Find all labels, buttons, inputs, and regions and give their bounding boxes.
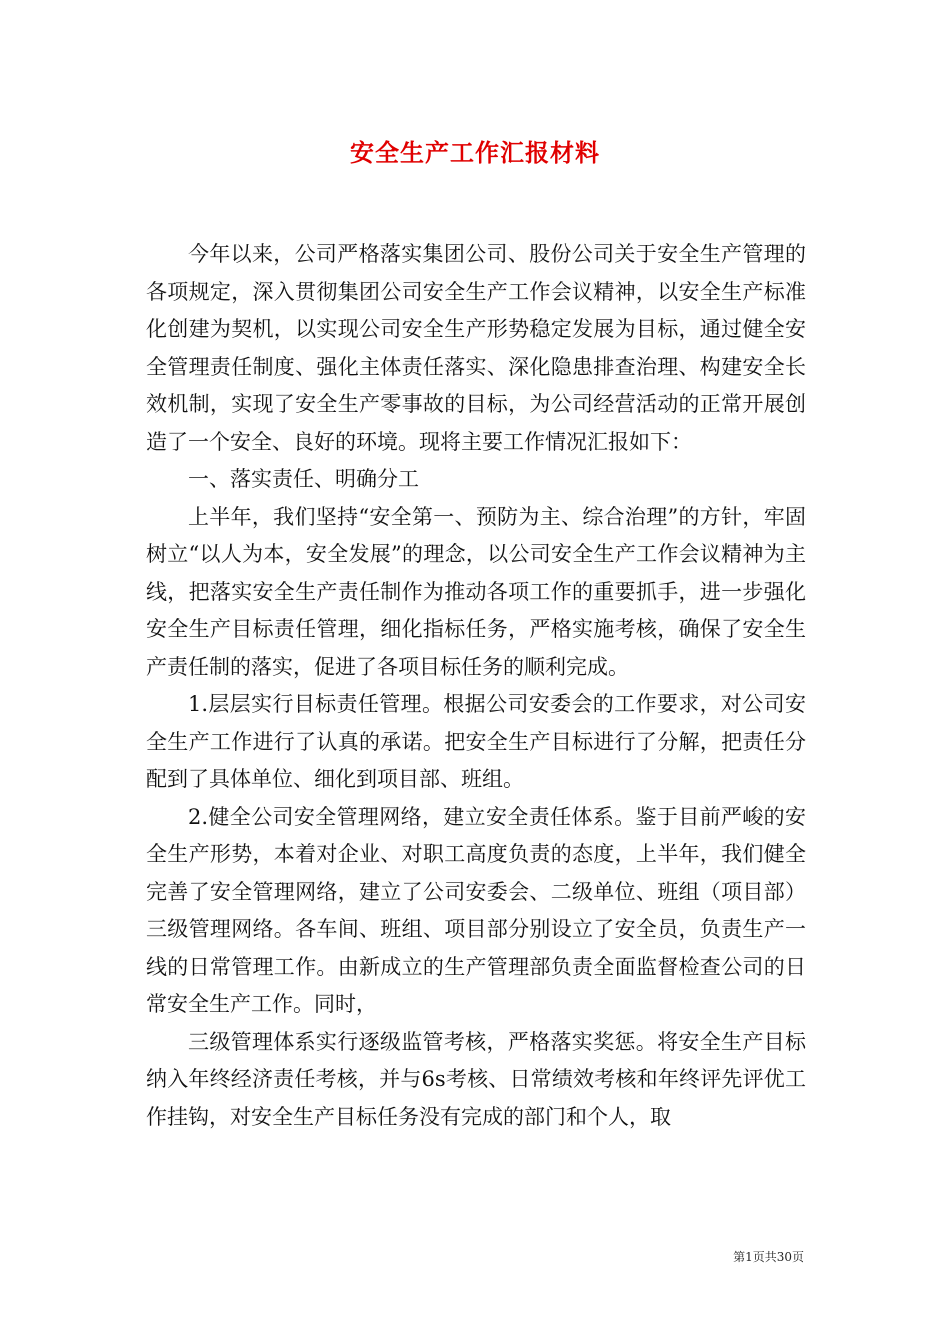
paragraph-continued: 三级管理体系实行逐级监管考核，严格落实奖惩。将安全生产目标纳入年终经济责任考核，并与6s考核、日常绩效考核和年终评先评优工作挂钩，对安全生产目标任务没有完成的部门和个人，取 <box>146 1029 806 1129</box>
document-body <box>146 236 806 1136</box>
paragraph-item-1: 1.层层实行目标责任管理。根据公司安委会的工作要求，对公司安全生产工作进行了认真的承诺。把安全生产目标进行了分解，把责任分配到了具体单位、细化到项目部、班组。 <box>146 692 806 791</box>
section-heading: 一、落实责任、明确分工 <box>188 467 419 491</box>
paragraph-intro: 今年以来，公司严格落实集团公司、股份公司关于安全生产管理的各项规定，深入贯彻集团公司安全生产工作会议精神，以安全生产标准化创建为契机，以实现公司安全生产形势稳定发展为目标，通过健全安全管理责任制度、强化主体责任落实、深化隐患排查治理、构建安全长效机制，实现了安全生产零事故的目标，为公司经营活动的正常开展创造了一个安全、良好的环境。现将主要工作情况汇报如下： <box>146 242 806 454</box>
paragraph-item-2: 2.健全公司安全管理网络，建立安全责任体系。鉴于目前严峻的安全生产形势，本着对企业、对职工高度负责的态度，上半年，我们健全完善了安全管理网络，建立了公司安委会、二级单位、班组（项目部）三级管理网络。各车间、班组、项目部分别设立了安全员，负责生产一线的日常管理工作。由新成立的生产管理部负责全面监督检查公司的日常安全生产工作。同时， <box>146 804 806 1016</box>
paragraph-section-1: 上半年，我们坚持“安全第一、预防为主、综合治理”的方针，牢固树立“以人为本，安全发展”的理念，以公司安全生产工作会议精神为主线，把落实安全生产责任制作为推动各项工作的重要抓手，进一步强化安全生产目标责任管理，细化指标任务，严格实施考核，确保了安全生产责任制的落实，促进了各项目标任务的顺利完成。 <box>146 504 806 679</box>
document-title: 安全生产工作汇报材料 <box>350 138 600 167</box>
page-number-footer: 第1页共30页 <box>733 1250 804 1264</box>
